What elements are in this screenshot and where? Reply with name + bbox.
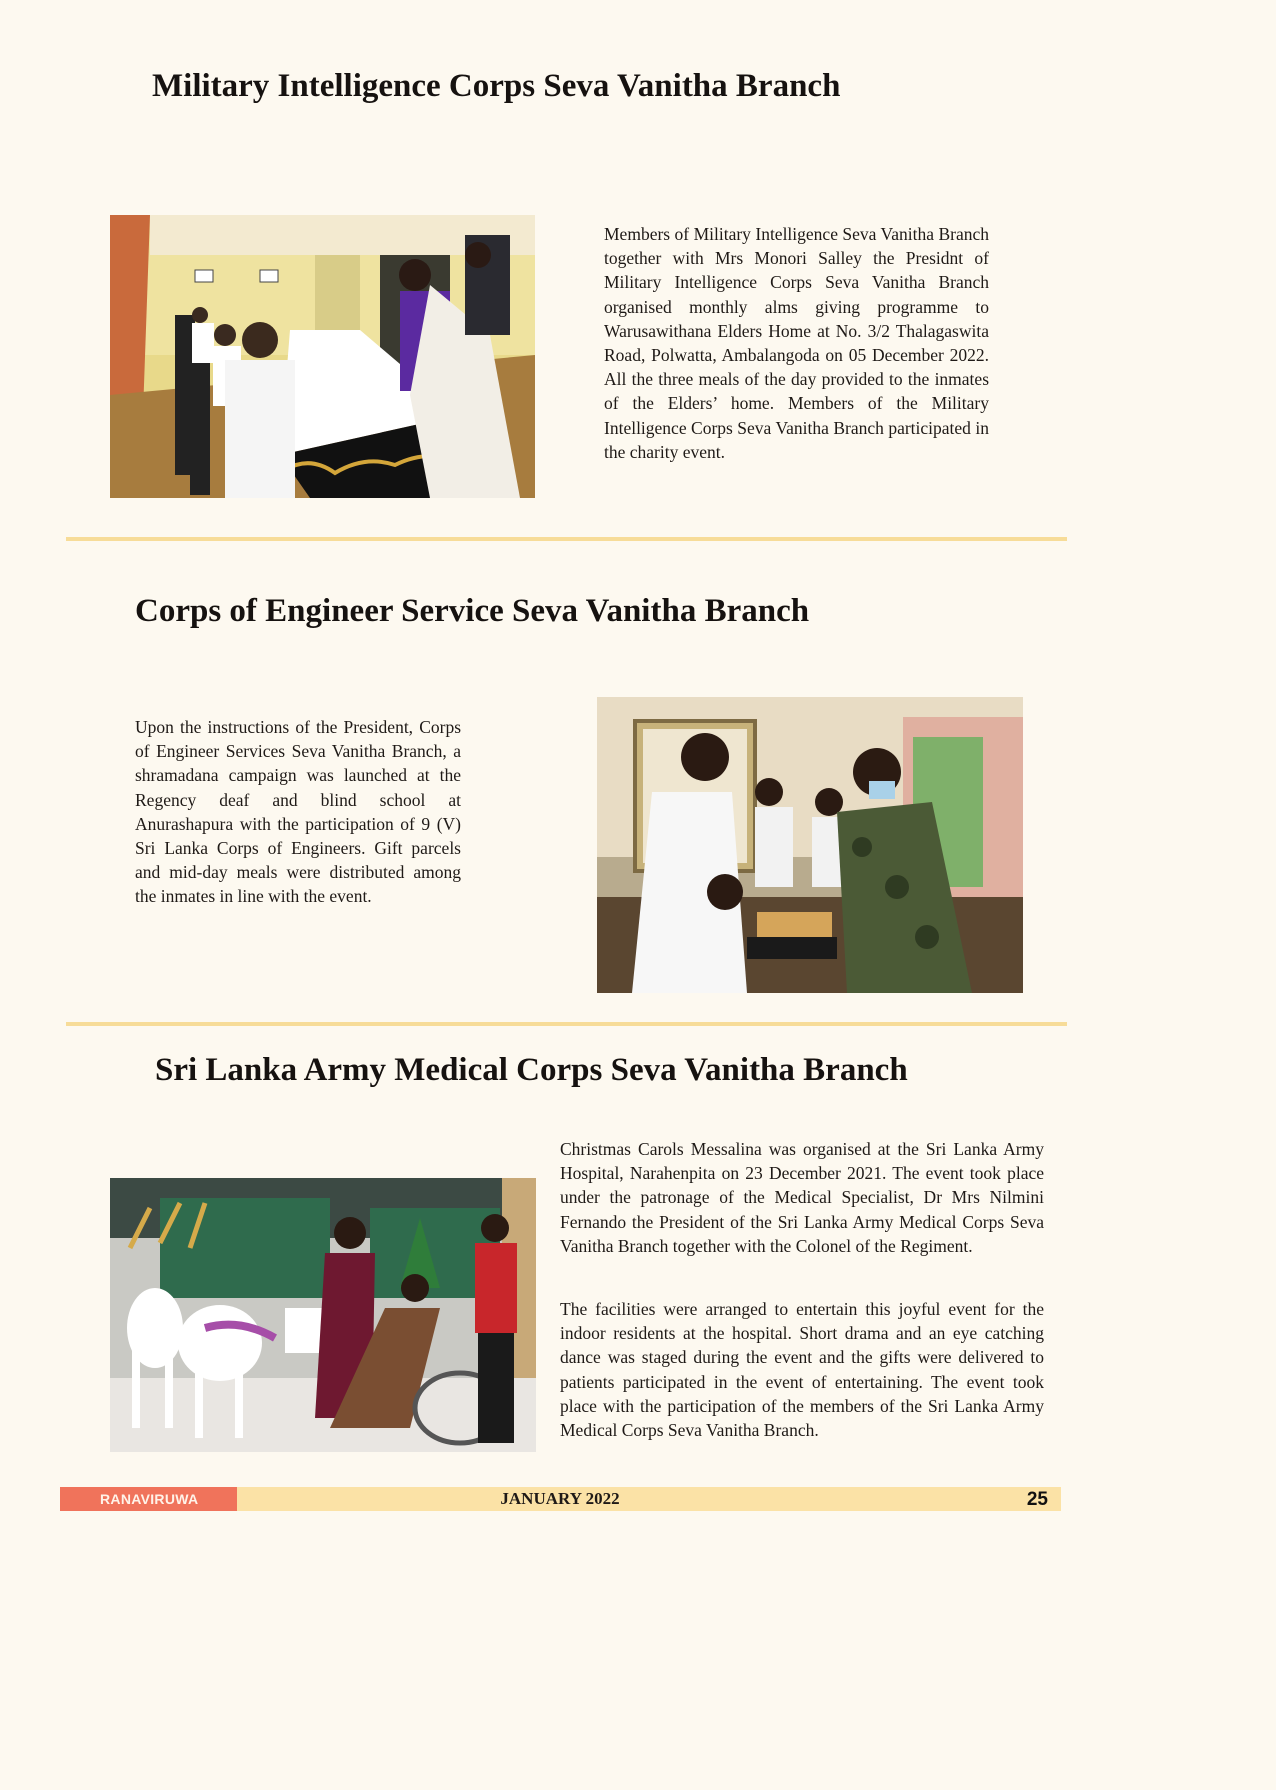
section-title-army-medical-corps: Sri Lanka Army Medical Corps Seva Vanitha Branch (155, 1052, 908, 1088)
military-intelligence-article-text: Members of Military Intelligence Seva Vanitha Branch together with Mrs Monori Salley the Presidnt of Military Intelligence Corps Seva Vanitha Branch organised monthly alms giving programme to Warusawithana Elders Home at No. 3/2 Thalagaswita Road, Polwatta, Ambalangoda on 05 December 2022. All the three meals of the day provided to the inmates of the Elders’ home. Members of the Military Intelligence Corps Seva Vanitha Branch participated in the charity event. (604, 224, 989, 462)
army-medical-corps-paragraph-1: Christmas Carols Messalina was organised at the Sri Lanka Army Hospital, Narahenpita on 23 December 2021. The event took place under the patronage of the Medical Specialist, Dr Mrs Nilmini Fernando the President of the Sri Lanka Army Medical Corps Seva Vanitha Branch together with the Colonel of the Regiment. (560, 1139, 1044, 1256)
footer-issue-date: JANUARY 2022 (500, 1489, 620, 1508)
section-divider (66, 537, 1067, 541)
page-number: 25 (1026, 1489, 1048, 1510)
gift-parcel-distribution-photo (597, 697, 1023, 993)
alms-giving-photo (110, 215, 535, 498)
engineer-service-article-text: Upon the instructions of the President, Corps of Engineer Services Seva Vanitha Branch, a shramadana campaign was launched at the Regency deaf and blind school at Anurashapura with the participation of 9 (V) Sri Lanka Corps of Engineers. Gift parcels and mid-day meals were distributed among the inmates in line with the event. (135, 717, 461, 907)
army-medical-corps-paragraph-2: The facilities were arranged to entertain this joyful event for the indoor residents at the hospital. Short drama and an eye catching dance was staged during the event and the gifts were delivered to patients participated in the event of entertaining. The event took place with the participation of the members of the Sri Lanka Army Medical Corps Seva Vanitha Branch. (560, 1299, 1044, 1441)
section-divider (66, 1022, 1067, 1026)
section-title-military-intelligence: Military Intelligence Corps Seva Vanitha Branch (152, 68, 841, 104)
footer-publication-name: RANAVIRUWA (60, 1487, 237, 1511)
section-title-engineer-service: Corps of Engineer Service Seva Vanitha Branch (135, 593, 810, 629)
christmas-carols-photo (110, 1178, 536, 1452)
